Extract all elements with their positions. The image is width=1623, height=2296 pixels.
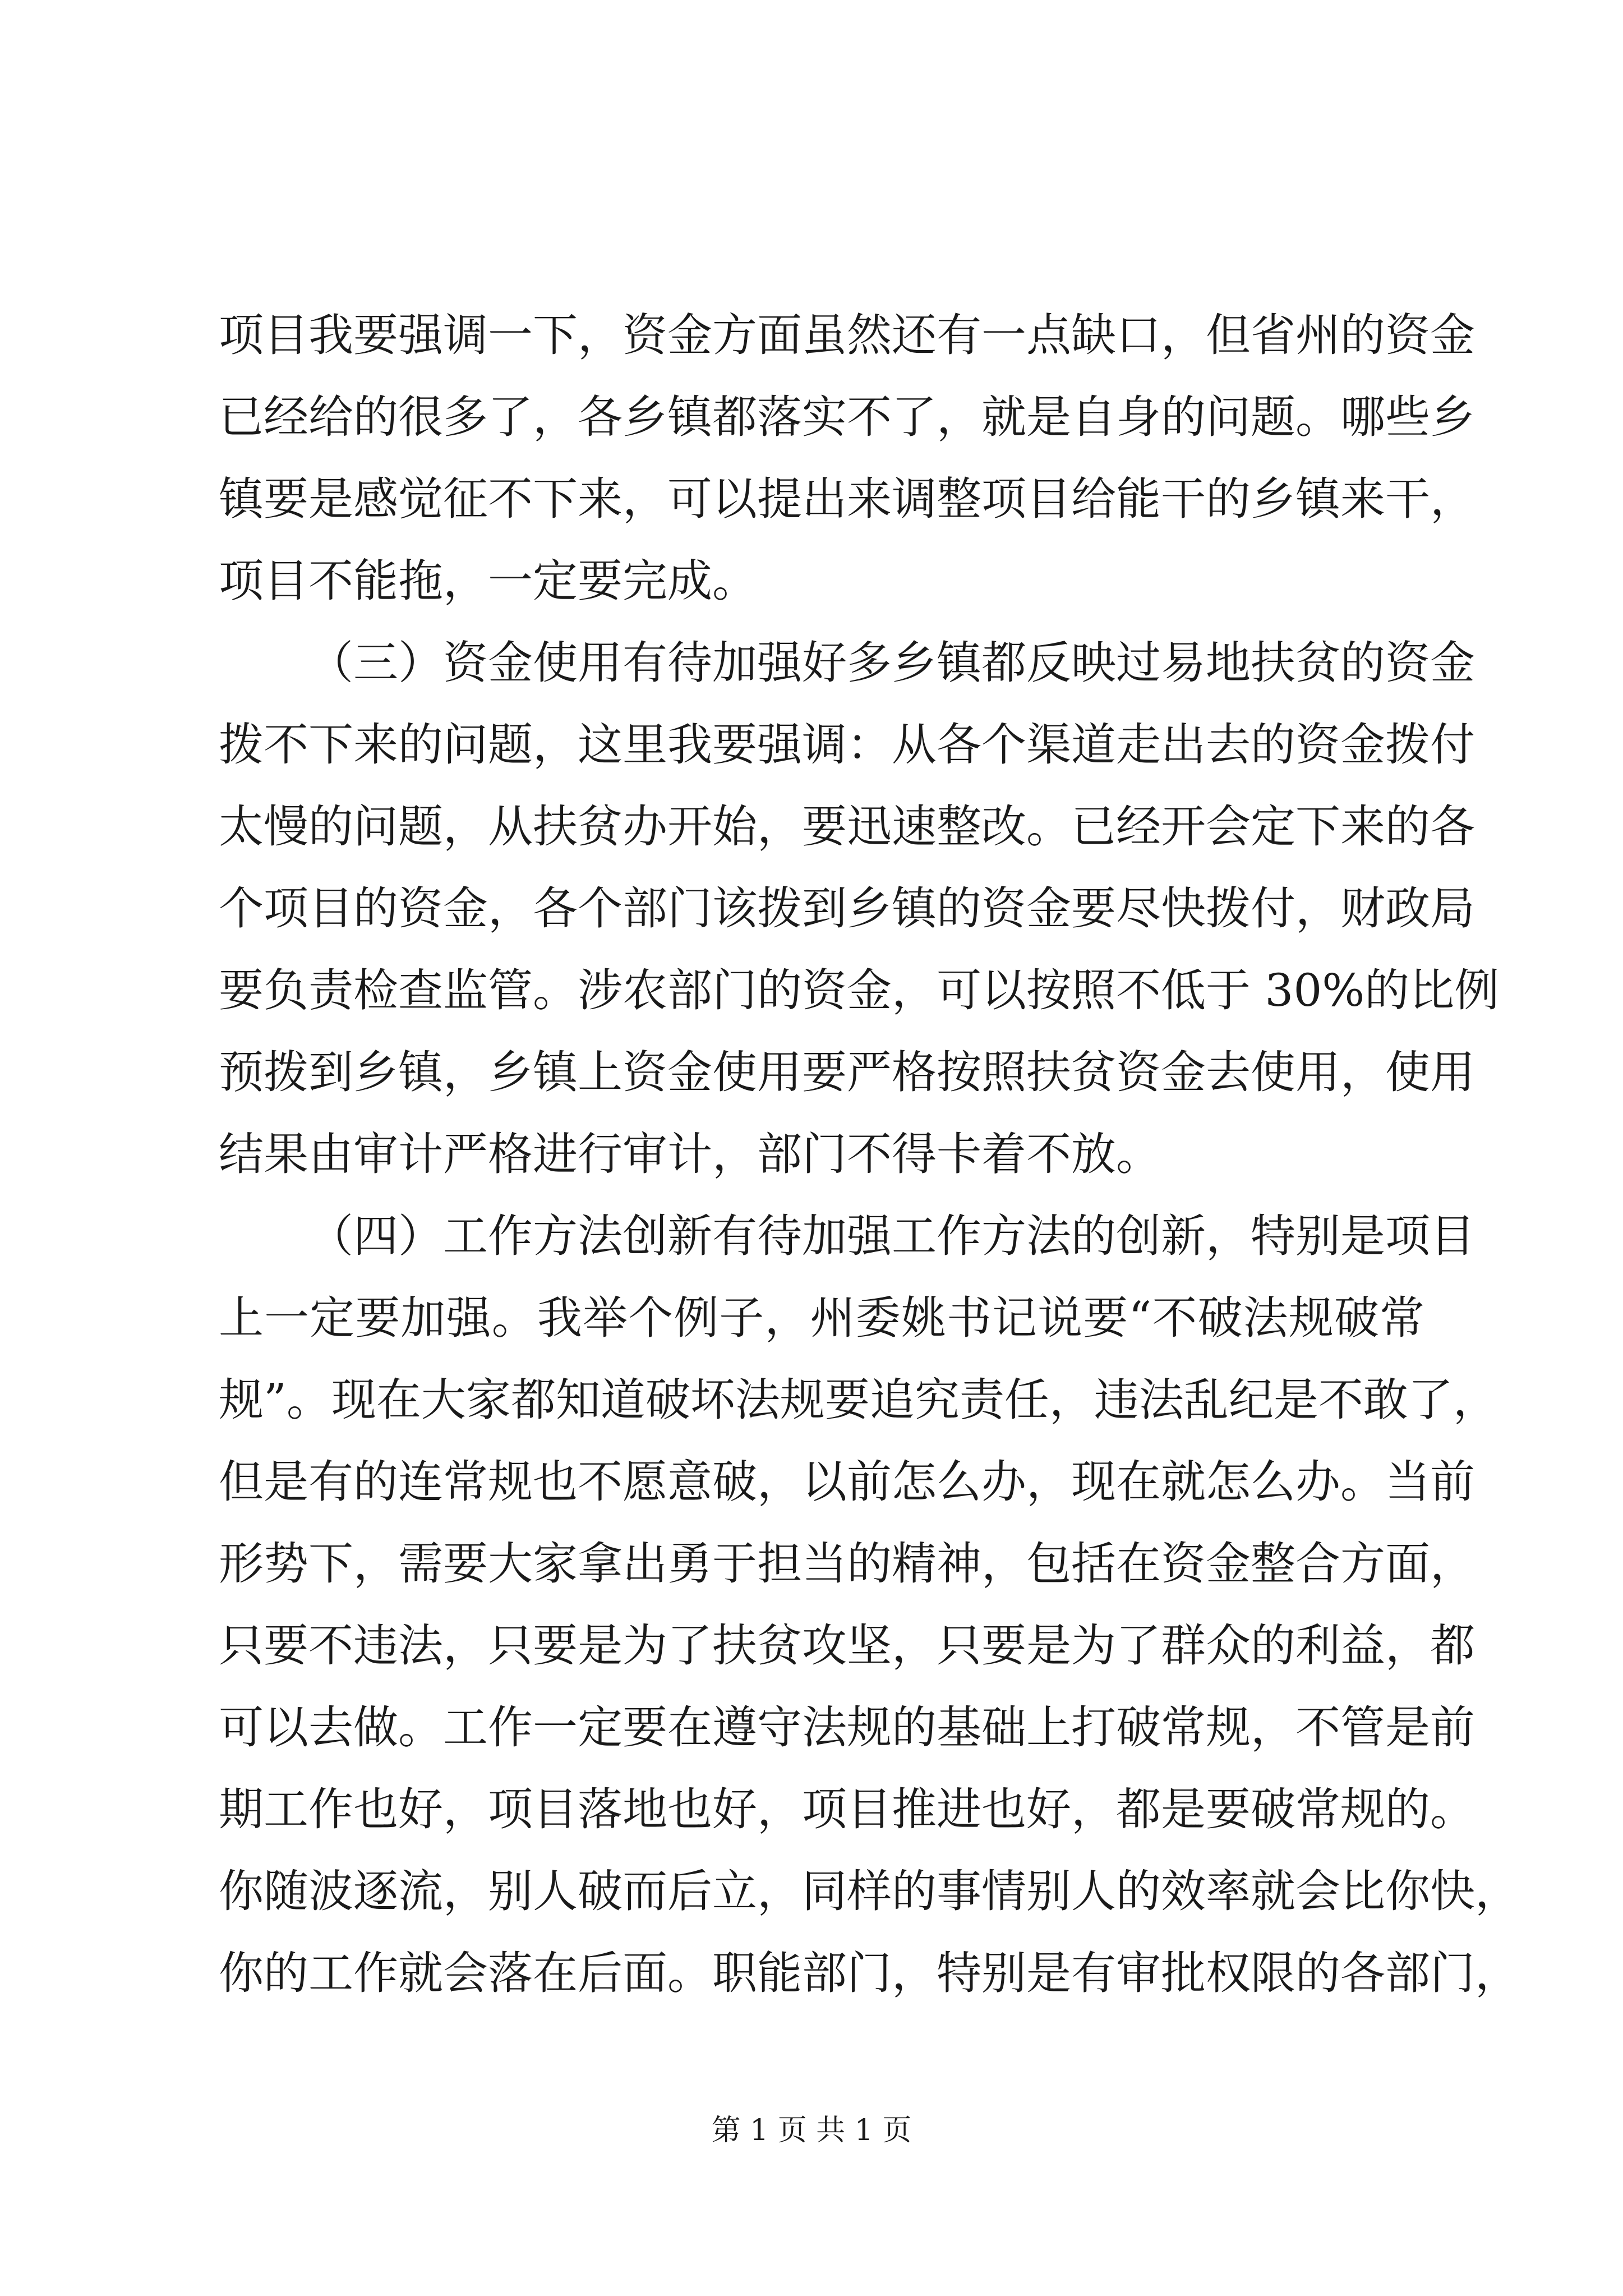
text-line: 预拨到乡镇，乡镇上资金使用要严格按照扶贫资金去使用，使用 [219, 1046, 1475, 1098]
text-line: 项目不能拖，一定要完成。 [219, 555, 757, 607]
text-line: （三）资金使用有待加强好多乡镇都反映过易地扶贫的资金 [308, 637, 1475, 689]
text-line: 上一定要加强。我举个例子，州委姚书记说要“不破法规破常 [219, 1292, 1424, 1344]
paragraph [219, 1195, 1520, 2014]
text-line: 结果由审计严格进行审计，部门不得卡着不放。 [219, 1128, 1161, 1180]
paragraph [219, 622, 1500, 1195]
text-line: 你的工作就会落在后面。职能部门，特别是有审批权限的各部门， [219, 1947, 1520, 1999]
text-line: 要负责检查监管。涉农部门的资金，可以按照不低于 30%的比例 [219, 964, 1500, 1016]
text-line: 形势下，需要大家拿出勇于担当的精神，包括在资金整合方面， [219, 1538, 1475, 1590]
text-line: 拨不下来的问题，这里我要强调：从各个渠道走出去的资金拨付 [219, 719, 1475, 771]
page-number-footer: 第 1 页 共 1 页 [711, 2114, 912, 2147]
text-line: （四）工作方法创新有待加强工作方法的创新，特别是项目 [308, 1210, 1475, 1262]
text-line: 太慢的问题，从扶贫办开始，要迅速整改。已经开会定下来的各 [219, 800, 1475, 853]
text-line: 期工作也好，项目落地也好，项目推进也好，都是要破常规的。 [219, 1783, 1475, 1835]
text-line: 项目我要强调一下，资金方面虽然还有一点缺口，但省州的资金 [219, 309, 1475, 361]
paragraph [219, 295, 1475, 622]
text-line: 个项目的资金，各个部门该拨到乡镇的资金要尽快拨付，财政局 [219, 882, 1475, 935]
text-line: 但是有的连常规也不愿意破，以前怎么办，现在就怎么办。当前 [219, 1456, 1475, 1508]
text-line: 你随波逐流，别人破而后立，同样的事情别人的效率就会比你快， [219, 1865, 1520, 1917]
text-line: 可以去做。工作一定要在遵守法规的基础上打破常规，不管是前 [219, 1701, 1475, 1754]
text-line: 规”。现在大家都知道破坏法规要追究责任，违法乱纪是不敢了， [219, 1374, 1498, 1426]
text-line: 镇要是感觉征不下来，可以提出来调整项目给能干的乡镇来干， [219, 473, 1475, 525]
text-line: 只要不违法，只要是为了扶贫攻坚，只要是为了群众的利益，都 [219, 1619, 1475, 1672]
text-line: 已经给的很多了，各乡镇都落实不了，就是自身的问题。哪些乡 [219, 391, 1475, 443]
document-body [219, 295, 1520, 2014]
